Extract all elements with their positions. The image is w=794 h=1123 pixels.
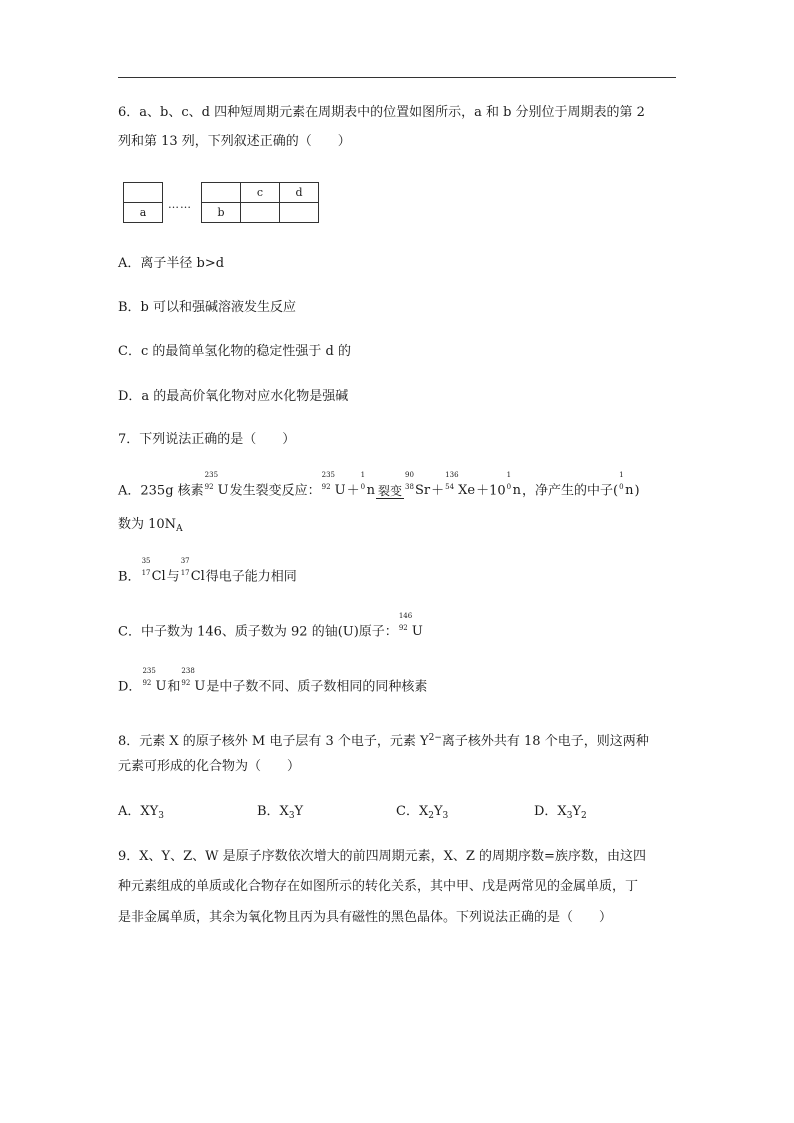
q7-option-d: D． 235 92 U和 238 92 U是中子数不同、质子数相同的同种核素 (118, 677, 427, 698)
cell-empty (280, 203, 319, 223)
cell-d: d (280, 183, 319, 203)
q7-stem: 7．下列说法正确的是（ ） (118, 432, 296, 447)
q6-option-b: B．b 可以和强碱溶液发生反应 (118, 300, 297, 315)
table-ellipsis: …… (168, 198, 192, 211)
nuclide-neutron: 1 0 n (360, 471, 375, 498)
header-rule (118, 77, 676, 78)
nuclide-u146: 146 92 U (398, 612, 423, 639)
fission-arrow: 裂变 (378, 483, 403, 498)
cell-empty (124, 183, 163, 203)
cell-empty (241, 203, 280, 223)
cell-c: c (241, 183, 280, 203)
nuclide-cl37: 37 17 Cl (180, 557, 205, 584)
q9-stem-line2: 种元素组成的单质或化合物存在如图所示的转化关系，其中甲、戊是两常见的金属单质，丁 (118, 879, 639, 894)
nuclide-xe: 136 54 Xe (445, 471, 476, 498)
q7-option-c: C．中子数为 146、质子数为 92 的铀(U)原子： 146 92 U (118, 622, 424, 643)
q8-stem-line1: 8．元素 X 的原子核外 M 电子层有 3 个电子，元素 $Y^{2-}$离子核外共有 18 个电子，则这两种 (118, 733, 649, 749)
q8-option-c: C．$X_2Y_3$ (396, 804, 449, 821)
q8-option-a: A．$XY_3$ (118, 804, 164, 821)
cell-b: b (202, 203, 241, 223)
cell-empty (202, 183, 241, 203)
q7-option-a-line1: A．235g 核素 235 92 U发生裂变反应： 235 92 U＋ 1 0 n 裂变 90 38 Sr＋ 136 54 Xe＋10 1 0 n，净产生的中子( 1 0 n) (118, 481, 640, 502)
q8-option-d: D．$X_3Y_2$ (534, 804, 587, 821)
q6-option-a: A．离子半径 b>d (118, 256, 225, 271)
periodic-table-figure (123, 182, 319, 223)
q7-option-b: B． 35 17 Cl与 37 17 Cl得电子能力相同 (118, 567, 297, 588)
q9-stem-line3: 是非金属单质，其余为氧化物且丙为具有磁性的黑色晶体。下列说法正确的是（ ） (118, 910, 613, 925)
nuclide-u235: 235 92 U (204, 471, 229, 498)
q9-stem-line1: 9．X、Y、Z、W 是原子序数依次增大的前四周期元素，X、Z 的周期序数=族序数，由这四 (118, 849, 646, 864)
q8-stem-line2: 元素可形成的化合物为（ ） (118, 759, 301, 774)
q8-option-b: B．$X_3Y$ (257, 804, 304, 821)
q7-option-a-line2: 数为 $10N_A$ (118, 517, 183, 534)
nuclide-cl35: 35 17 Cl (141, 557, 166, 584)
q6-option-d: D．a 的最高价氧化物对应水化物是强碱 (118, 389, 349, 404)
q6-stem-line2: 列和第 13 列，下列叙述正确的（ ） (118, 134, 351, 149)
q6-stem-line1: 6．a、b、c、d 四种短周期元素在周期表中的位置如图所示，a 和 b 分别位于周期表的第 2 (118, 105, 645, 120)
q6-option-c: C．c 的最简单氢化物的稳定性强于 d 的 (118, 344, 351, 359)
nuclide-sr: 90 38 Sr (405, 471, 431, 498)
cell-a: a (124, 203, 163, 223)
nuclide-u238: 238 92 U (181, 667, 206, 694)
